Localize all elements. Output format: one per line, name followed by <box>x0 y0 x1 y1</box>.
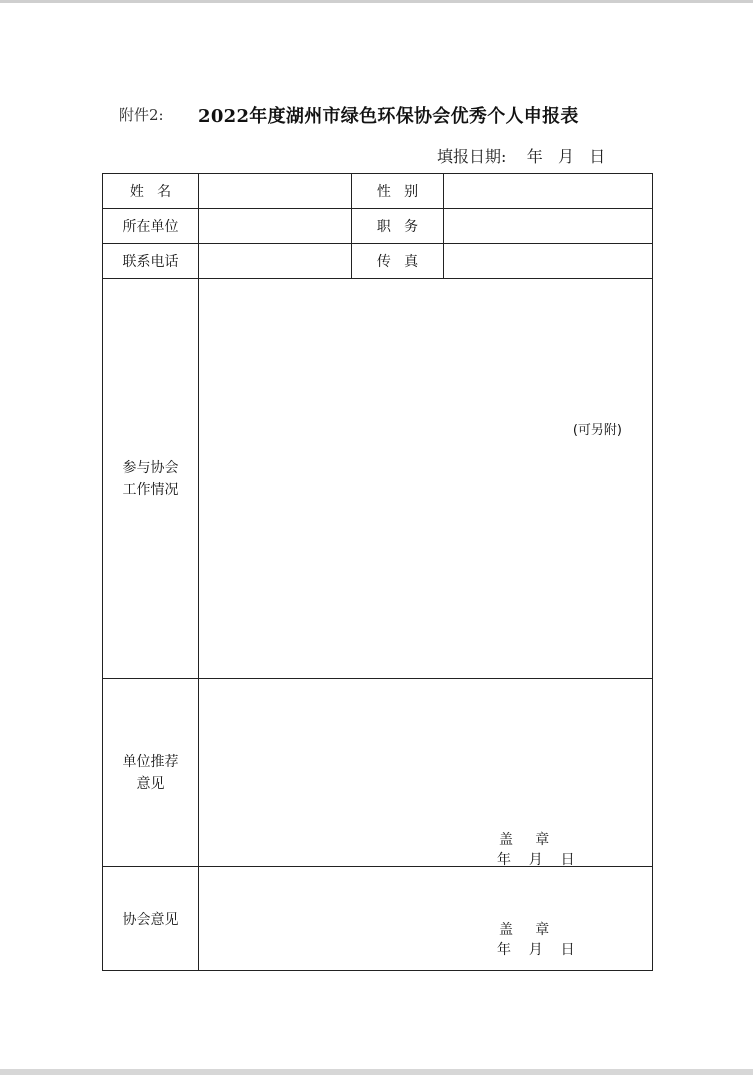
attach-note: (可另附) <box>572 423 622 438</box>
recommend-label-line1: 单位推荐 <box>122 753 179 770</box>
page-bottom-edge <box>0 1069 753 1075</box>
phone-field[interactable] <box>199 244 352 279</box>
recommend-field[interactable] <box>199 679 653 867</box>
work-status-label <box>103 279 199 679</box>
page-top-edge <box>0 0 753 3</box>
gender-label: 性 别 <box>352 174 444 209</box>
position-label: 职 务 <box>352 209 444 244</box>
gender-field[interactable] <box>444 174 653 209</box>
association-opinion-field[interactable] <box>199 867 653 971</box>
recommend-label <box>103 679 199 867</box>
recommend-label-line2: 意见 <box>136 775 165 792</box>
recommend-seal-text: 盖 章 <box>499 832 550 848</box>
fill-date-line: 填报日期: 年 月 日 <box>437 147 606 166</box>
unit-field[interactable] <box>199 209 352 244</box>
unit-label: 所在单位 <box>103 209 199 244</box>
recommend-date-text: 年 月 日 <box>497 852 575 868</box>
fax-field[interactable] <box>444 244 653 279</box>
attachment-prefix: 附件2: <box>119 106 164 124</box>
association-date-text: 年 月 日 <box>497 942 575 958</box>
association-opinion-label: 协会意见 <box>103 867 199 971</box>
position-field[interactable] <box>444 209 653 244</box>
work-status-label-line2: 工作情况 <box>122 481 179 498</box>
name-label: 姓 名 <box>103 174 199 209</box>
name-field[interactable] <box>199 174 352 209</box>
association-seal-text: 盖 章 <box>499 922 550 938</box>
phone-label: 联系电话 <box>103 244 199 279</box>
work-status-field[interactable] <box>199 279 653 679</box>
form-title: 2022年度湖州市绿色环保协会优秀个人申报表 <box>198 106 579 127</box>
work-status-label-line1: 参与协会 <box>122 459 179 476</box>
fax-label: 传 真 <box>352 244 444 279</box>
application-form-table <box>102 173 653 971</box>
